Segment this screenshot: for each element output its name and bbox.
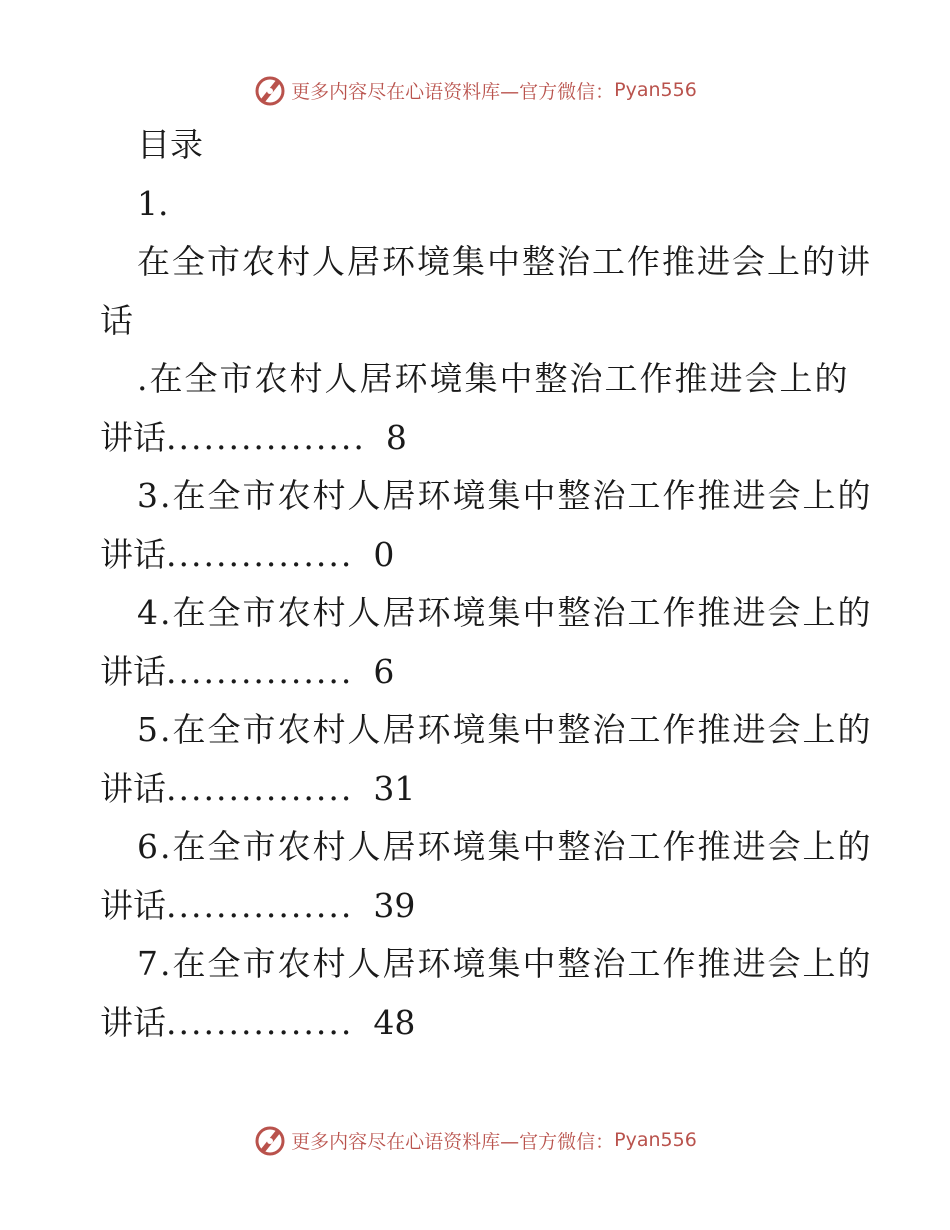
pen-logo-icon	[253, 73, 287, 107]
toc-item-1-line2: 话	[100, 300, 133, 340]
toc-leader-dots: ...............	[166, 651, 354, 691]
toc-page-number: 8	[385, 417, 407, 457]
footer-watermark	[0, 1120, 950, 1160]
toc-leader-dots: ...............	[166, 1002, 354, 1042]
toc-entry-line: 6.在全市农村人居环境集中整治工作推进会上的	[137, 827, 873, 866]
pen-logo-icon	[253, 1123, 287, 1157]
toc-entry-line: 3.在全市农村人居环境集中整治工作推进会上的	[137, 476, 873, 515]
toc-page-number: 48	[373, 1002, 416, 1042]
toc-entry-tail	[100, 877, 860, 936]
toc-item-1-number: 1.	[137, 183, 169, 223]
toc-entry-line: .在全市农村人居环境集中整治工作推进会上的	[137, 359, 850, 398]
toc-entry-tail	[100, 994, 860, 1053]
toc-entry-tail	[100, 409, 860, 468]
toc-entry-tail-text: 讲话	[100, 1002, 166, 1042]
toc-entry-line: 4.在全市农村人居环境集中整治工作推进会上的	[137, 593, 873, 632]
banner-wechat: Pyan556	[614, 1129, 697, 1151]
toc-title: 目录	[137, 125, 203, 164]
toc-entry-tail	[100, 526, 860, 585]
table-of-contents	[100, 116, 873, 1052]
banner-text: 更多内容尽在心语资料库—官方微信：	[291, 80, 615, 103]
toc-leader-dots: ...............	[166, 885, 354, 925]
toc-entry-tail	[100, 643, 860, 702]
toc-entry-tail-text: 讲话	[100, 651, 166, 691]
toc-page-number: 6	[373, 651, 395, 691]
banner-wechat: Pyan556	[614, 79, 697, 101]
toc-leader-dots: ...............	[166, 768, 354, 808]
toc-entry-line: 5.在全市农村人居环境集中整治工作推进会上的	[137, 710, 873, 749]
toc-page-number: 31	[373, 768, 416, 808]
toc-entry-tail	[100, 760, 860, 819]
toc-entry-tail-text: 讲话	[100, 417, 166, 457]
toc-page-number: 0	[373, 534, 395, 574]
toc-leader-dots: ...............	[166, 534, 354, 574]
toc-leader-dots: ................	[166, 417, 366, 457]
toc-entry-tail-text: 讲话	[100, 534, 166, 574]
toc-entry-line: 7.在全市农村人居环境集中整治工作推进会上的	[137, 944, 873, 983]
banner-text: 更多内容尽在心语资料库—官方微信：	[291, 1130, 615, 1153]
toc-page-number: 39	[373, 885, 416, 925]
toc-item-1-line1: 在全市农村人居环境集中整治工作推进会上的讲	[137, 242, 872, 281]
toc-entry-tail-text: 讲话	[100, 768, 166, 808]
header-watermark	[0, 70, 950, 110]
toc-entry-tail-text: 讲话	[100, 885, 166, 925]
